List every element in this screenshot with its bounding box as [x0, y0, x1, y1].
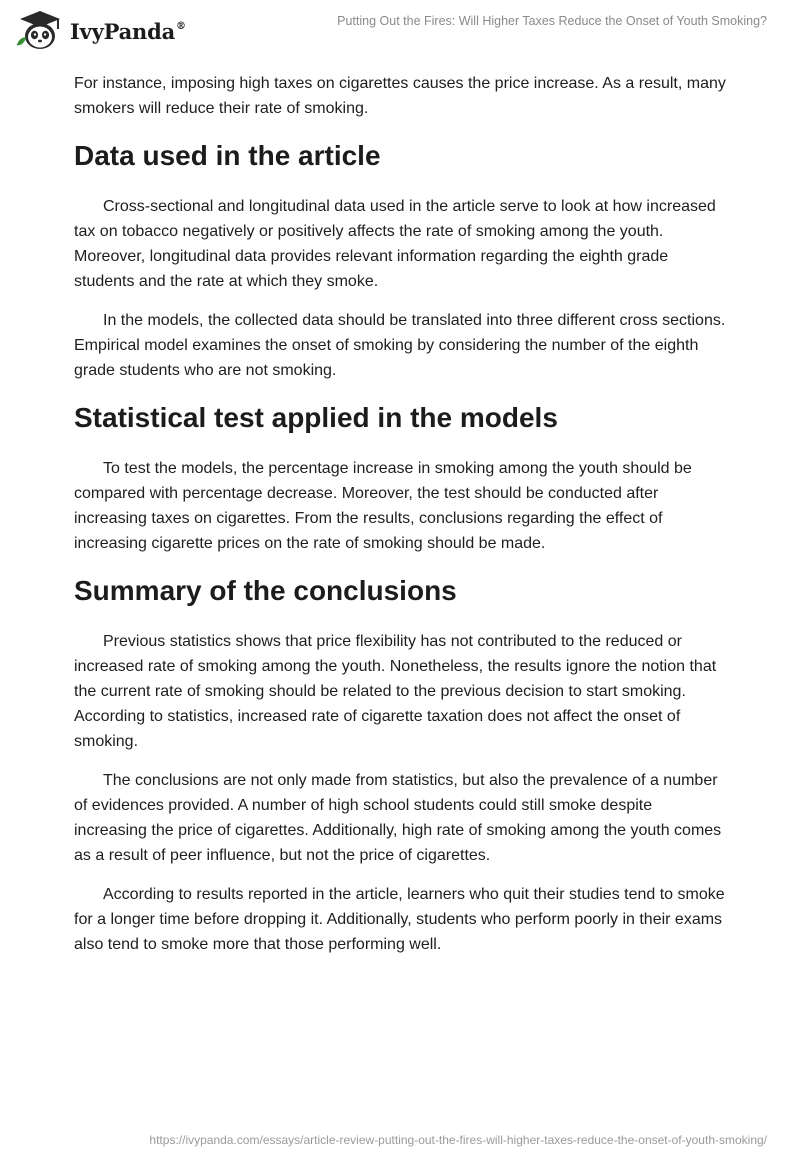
paragraph: Cross-sectional and longitudinal data used in the article serve to look at how increased tax on tobacco negatively or positively affects the rate of smoking among the youth. Moreover, longitudinal data provides relevant information regarding the eighth grade students and the rate at which they smoke.: [74, 198, 716, 290]
panda-logo-icon: [14, 9, 66, 53]
paragraph: According to results reported in the article, learners who quit their studies tend to smoke for a longer time before dropping it. Additionally, students who perform poorly in their exams also tend to smoke more that those performing well.: [74, 886, 725, 953]
page-header: [0, 0, 800, 64]
section-heading-summary: Summary of the conclusions: [74, 575, 457, 606]
article-body: [74, 71, 726, 971]
paragraph: The conclusions are not only made from statistics, but also the prevalence of a number of evidences provided. A number of high school students could still smoke despite increasing the price of cigarettes. Additionally, high rate of smoking among the youth comes as a result of peer influence, but not the price of cigarettes.: [74, 772, 722, 864]
document-title: Putting Out the Fires: Will Higher Taxes Reduce the Onset of Youth Smoking?: [337, 14, 767, 28]
brand-name: IvyPanda®: [70, 18, 186, 44]
source-url-link[interactable]: https://ivypanda.com/essays/article-review-putting-out-the-fires-will-higher-taxes-reduce-the-onset-of-youth-smoking/: [149, 1133, 767, 1147]
ivypanda-logo[interactable]: [14, 9, 186, 53]
intro-paragraph: For instance, imposing high taxes on cigarettes causes the price increase. As a result, many smokers will reduce their rate of smoking.: [74, 75, 726, 117]
section-heading-data: Data used in the article: [74, 140, 381, 171]
paragraph: To test the models, the percentage increase in smoking among the youth should be compared with percentage decrease. Moreover, the test should be conducted after increasing taxes on cigarettes. From the results, conclusions regarding the effect of increasing cigarette prices on the rate of smoking should be made.: [74, 460, 692, 552]
paragraph: Previous statistics shows that price flexibility has not contributed to the reduced or increased rate of smoking among the youth. Nonetheless, the results ignore the notion that the current rate of smoking should be related to the previous decision to start smoking. According to statistics, increased rate of cigarette taxation does not affect the onset of smoking.: [74, 633, 717, 750]
paragraph: In the models, the collected data should be translated into three different cross sections. Empirical model examines the onset of smoking by considering the number of the eighth grade students who are not smoking.: [74, 312, 726, 379]
section-heading-statistical-test: Statistical test applied in the models: [74, 402, 558, 433]
